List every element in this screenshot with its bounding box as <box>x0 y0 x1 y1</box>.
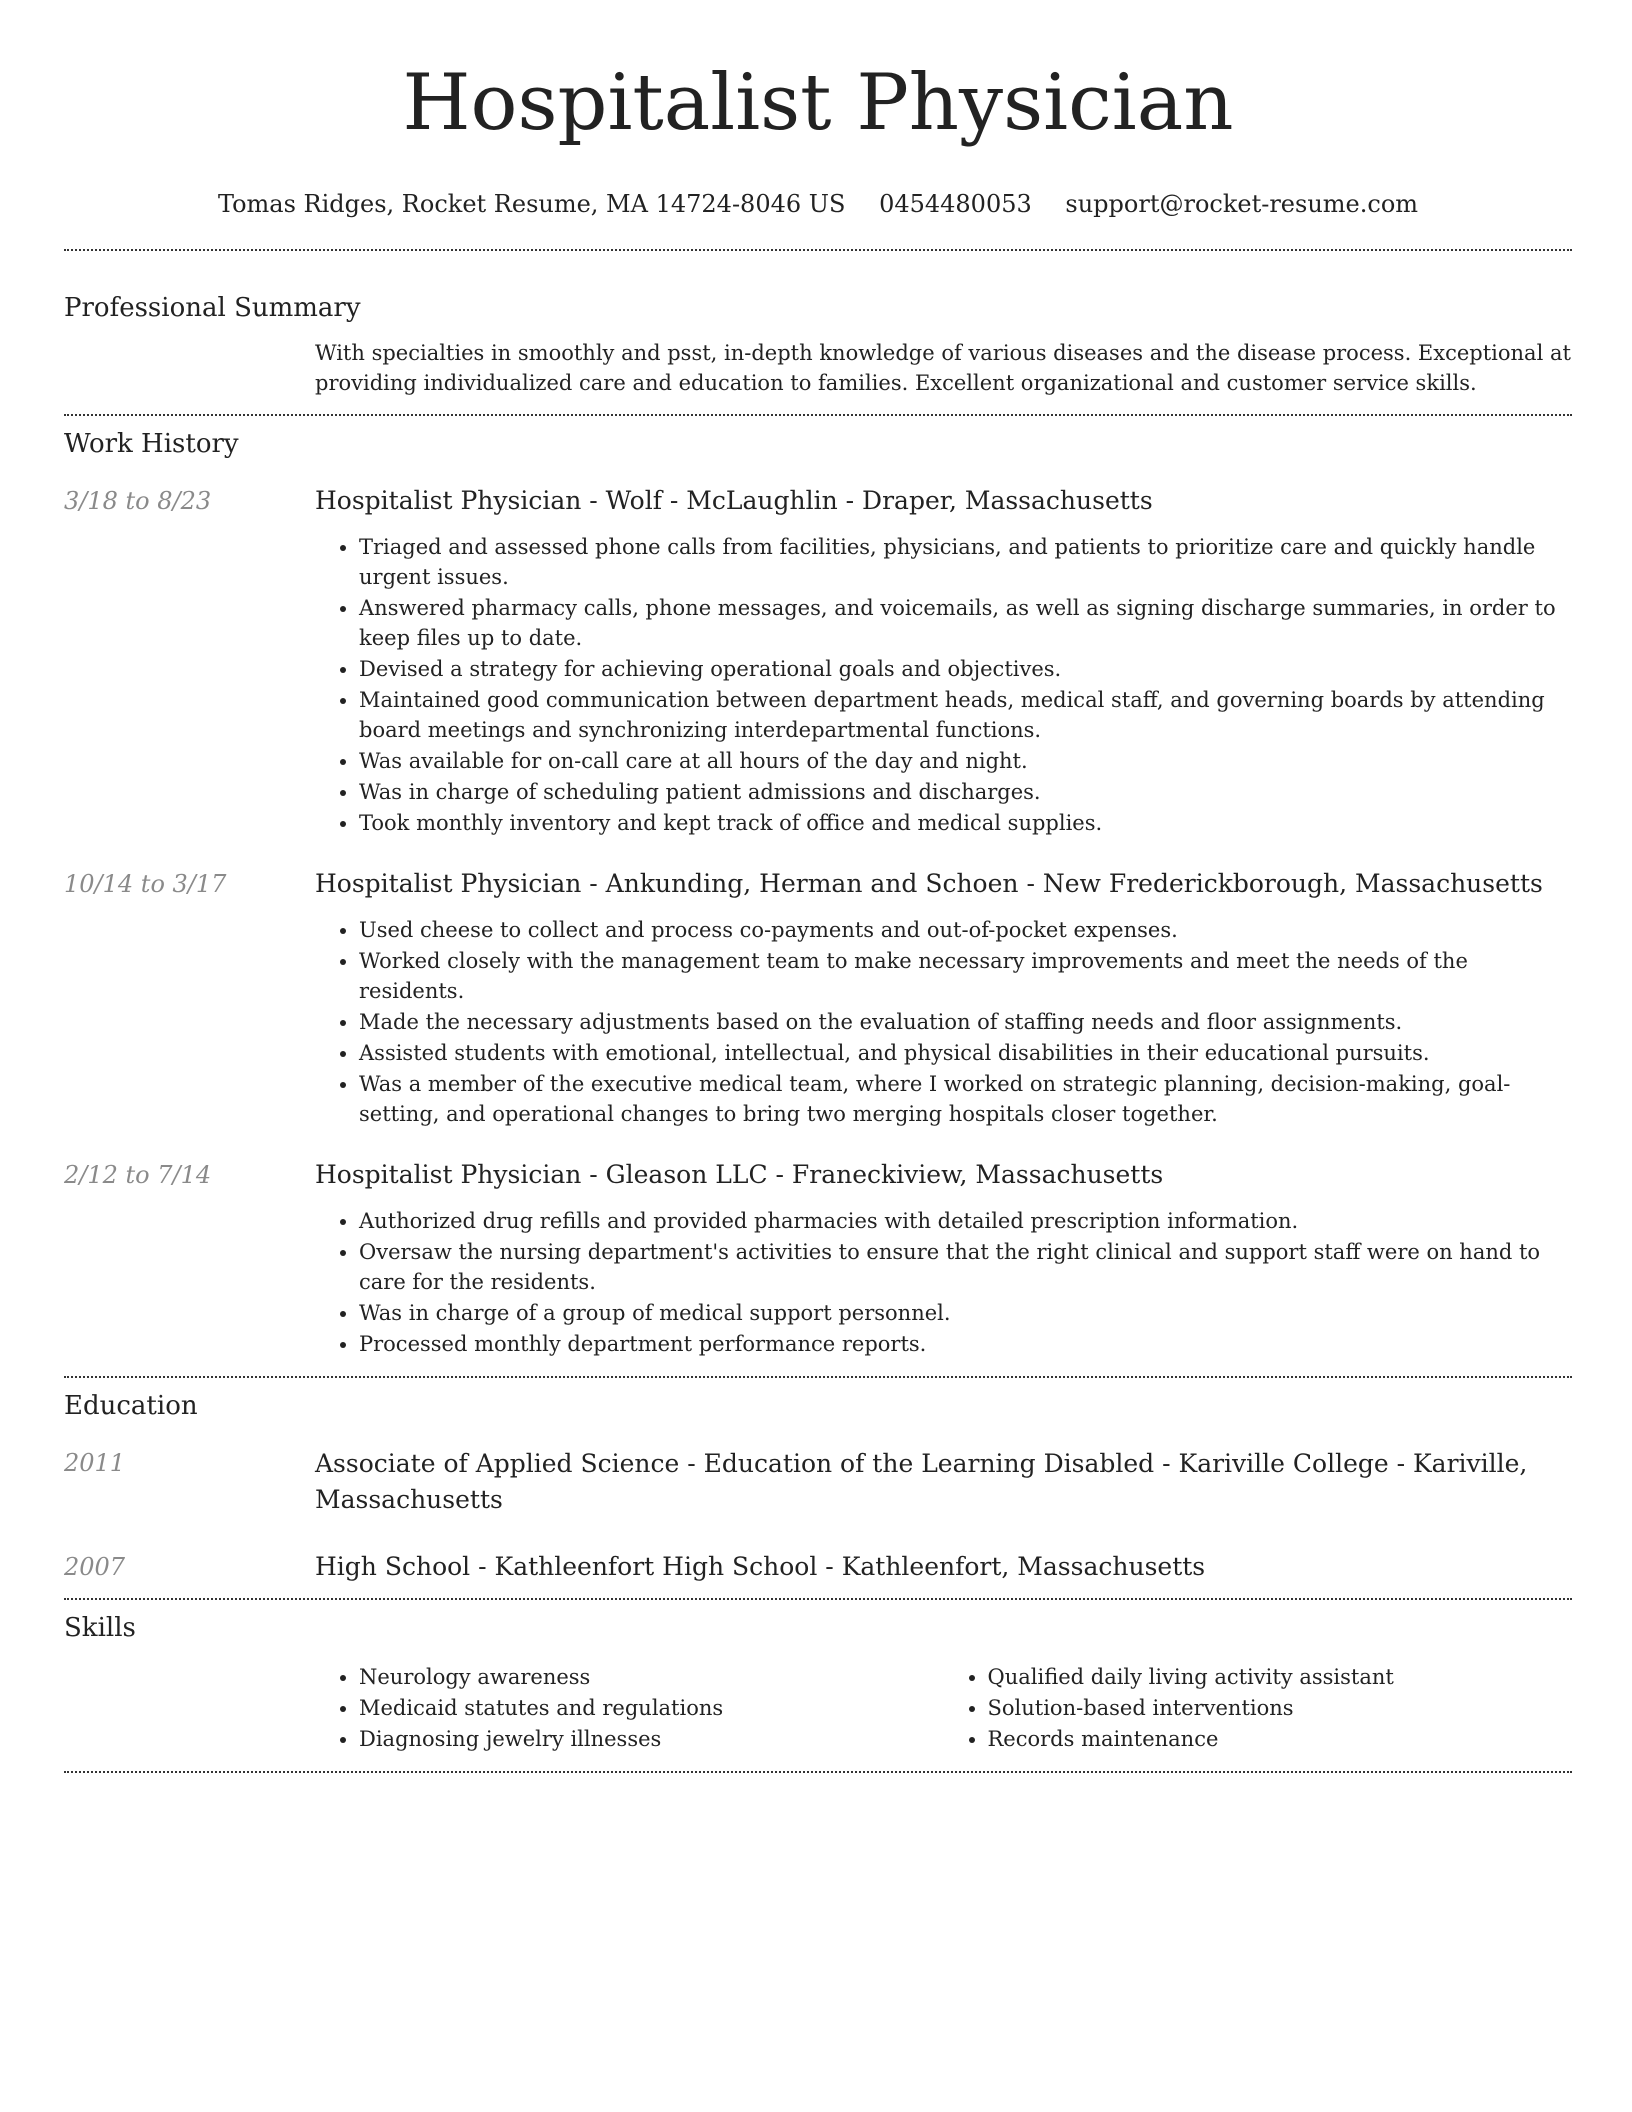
job-title: Hospitalist Physician - Ankunding, Herman and Schoen - New Frederickborough, Massachusetts <box>315 869 1543 898</box>
education-text: High School - Kathleenfort High School - Kathleenfort, Massachusetts <box>315 1552 1206 1581</box>
list-item: • Processed monthly department performance reports. <box>359 1329 1572 1359</box>
summary-section <box>64 291 1572 398</box>
resume-title: Hospitalist Physician <box>402 58 1234 148</box>
education-entry <box>64 1550 1572 1584</box>
work-history-heading: Work History <box>64 429 239 459</box>
list-item: • Devised a strategy for achieving operational goals and objectives. <box>359 654 1572 684</box>
education-heading: Education <box>64 1391 198 1421</box>
list-item: • Assisted students with emotional, intellectual, and physical disabilities in their educational pursuits. <box>359 1038 1572 1068</box>
job-title: Hospitalist Physician - Gleason LLC - Franeckiview, Massachusetts <box>315 1160 1164 1189</box>
summary-text: With specialties in smoothly and psst, in-depth knowledge of various diseases and the disease process. Exceptional at providing individualized care and education to families. Excellent organizational and customer service skills. <box>315 341 1571 395</box>
contact-line <box>64 188 1572 220</box>
list-item: • Neurology awareness <box>359 1662 944 1692</box>
skills-list-left <box>315 1662 944 1755</box>
list-item: • Triaged and assessed phone calls from facilities, physicians, and patients to prioritize care and quickly handle urgent issues. <box>359 532 1572 592</box>
education-year: 2007 <box>64 1553 126 1581</box>
contact-phone: 0454480053 <box>879 190 1032 218</box>
list-item: • Solution-based interventions <box>988 1693 1573 1723</box>
work-history-section <box>64 427 1572 1360</box>
job-entry <box>64 1158 1572 1360</box>
education-section <box>64 1389 1572 1584</box>
contact-address: Tomas Ridges, Rocket Resume, MA 14724-8046 US <box>217 190 846 218</box>
list-item: • Was available for on-call care at all hours of the day and night. <box>359 746 1572 776</box>
contact-email: support@rocket-resume.com <box>1065 190 1419 218</box>
resume-page <box>64 0 1572 1773</box>
list-item: • Qualified daily living activity assistant <box>988 1662 1573 1692</box>
job-dates: 3/18 to 8/23 <box>64 487 212 515</box>
list-item: • Worked closely with the management team to make necessary improvements and meet the needs of the residents. <box>359 946 1572 1006</box>
list-item: • Authorized drug refills and provided pharmacies with detailed prescription information. <box>359 1206 1572 1236</box>
list-item: • Maintained good communication between department heads, medical staff, and governing boards by attending board meetings and synchronizing interdepartmental functions. <box>359 685 1572 745</box>
list-item: • Oversaw the nursing department's activities to ensure that the right clinical and support staff were on hand to care for the residents. <box>359 1237 1572 1297</box>
skills-section <box>64 1611 1572 1755</box>
list-item: • Was in charge of scheduling patient admissions and discharges. <box>359 777 1572 807</box>
divider <box>64 249 1572 251</box>
divider <box>64 1598 1572 1600</box>
education-text: Associate of Applied Science - Education of the Learning Disabled - Kariville College - Kariville, Massachusetts <box>315 1449 1528 1514</box>
list-item: • Used cheese to collect and process co-payments and out-of-pocket expenses. <box>359 915 1572 945</box>
list-item: • Took monthly inventory and kept track of office and medical supplies. <box>359 808 1572 838</box>
list-item: • Was a member of the executive medical team, where I worked on strategic planning, decision-making, goal-setting, and operational changes to bring two merging hospitals closer together. <box>359 1069 1572 1129</box>
skills-heading: Skills <box>64 1613 136 1643</box>
summary-heading: Professional Summary <box>64 293 361 323</box>
list-item: • Made the necessary adjustments based on the evaluation of staffing needs and floor assignments. <box>359 1007 1572 1037</box>
job-bullets <box>315 915 1572 1129</box>
list-item: • Records maintenance <box>988 1724 1573 1754</box>
job-dates: 10/14 to 3/17 <box>64 870 227 898</box>
list-item: • Medicaid statutes and regulations <box>359 1693 944 1723</box>
divider <box>64 1376 1572 1378</box>
job-bullets <box>315 532 1572 838</box>
job-title: Hospitalist Physician - Wolf - McLaughlin - Draper, Massachusetts <box>315 486 1153 515</box>
list-item: • Was in charge of a group of medical support personnel. <box>359 1298 1572 1328</box>
education-entry <box>64 1446 1572 1518</box>
list-item: • Answered pharmacy calls, phone messages, and voicemails, as well as signing discharge summaries, in order to keep files up to date. <box>359 593 1572 653</box>
job-bullets <box>315 1206 1572 1359</box>
divider <box>64 414 1572 416</box>
job-entry <box>64 484 1572 839</box>
divider <box>64 1771 1572 1773</box>
job-dates: 2/12 to 7/14 <box>64 1161 212 1189</box>
education-year: 2011 <box>64 1449 126 1477</box>
skills-list-right <box>944 1662 1573 1755</box>
job-entry <box>64 867 1572 1130</box>
list-item: • Diagnosing jewelry illnesses <box>359 1724 944 1754</box>
